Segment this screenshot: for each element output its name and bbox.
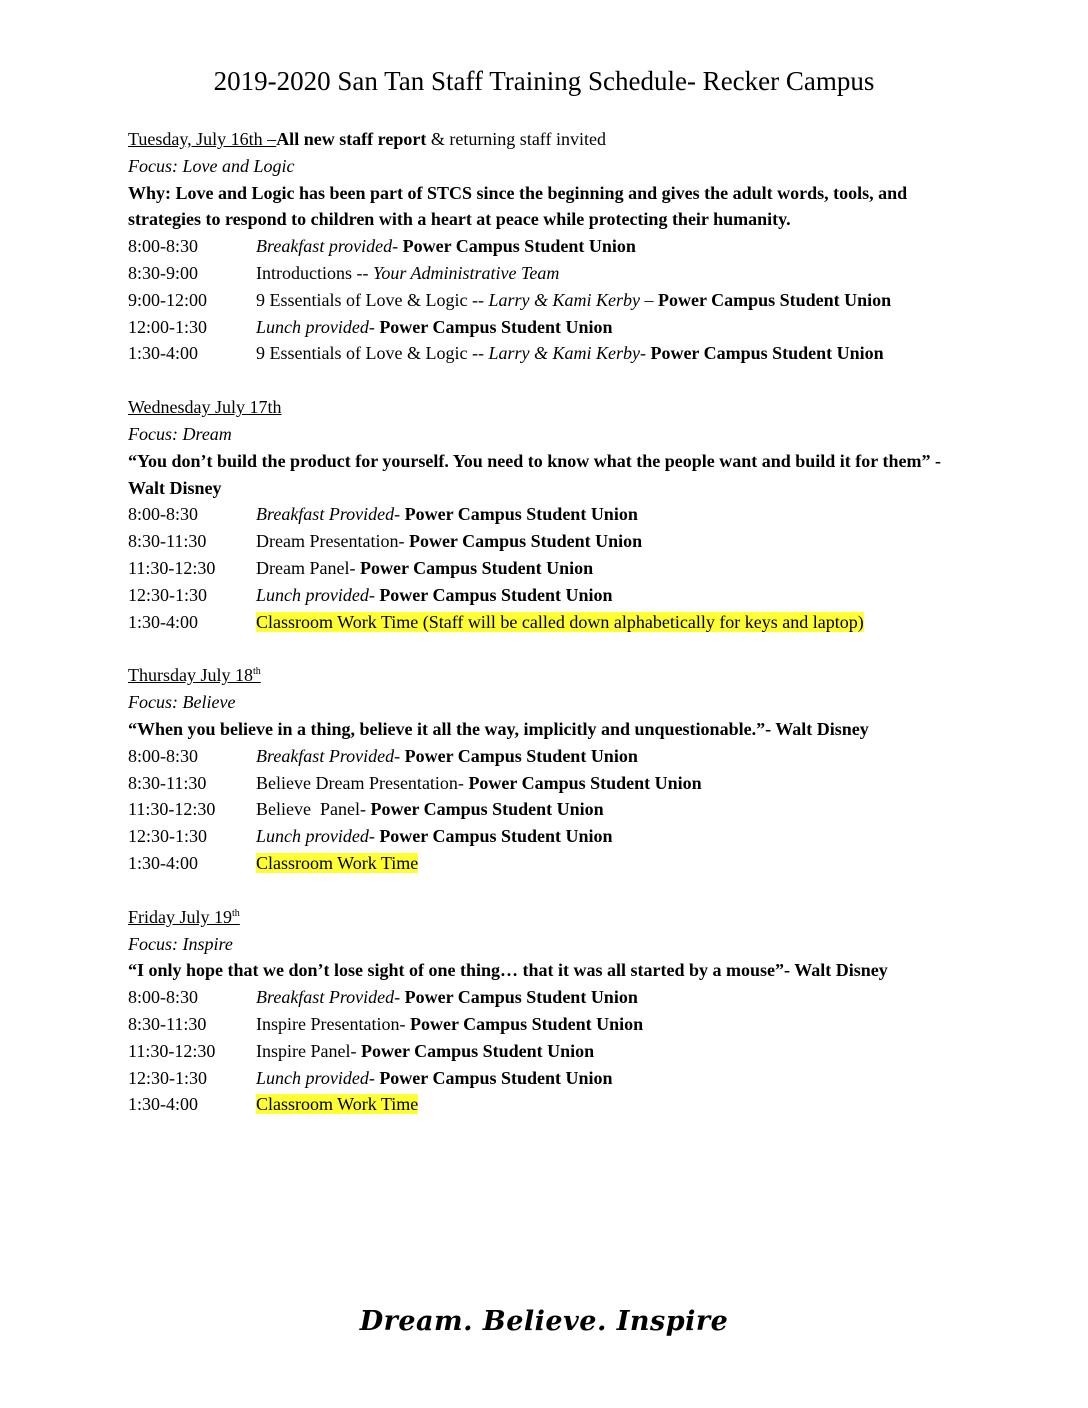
day-date-sup: th bbox=[232, 907, 240, 919]
highlighted-activity: Classroom Work Time (Staff will be called down alphabetically for keys and laptop) bbox=[256, 611, 864, 632]
row-time: 8:00-8:30 bbox=[128, 987, 198, 1008]
day-date bbox=[128, 907, 240, 927]
schedule-row bbox=[128, 1011, 968, 1038]
activity-text: 9 Essentials of Love & Logic -- bbox=[256, 289, 489, 310]
activity-location: Power Campus Student Union bbox=[356, 1040, 595, 1061]
row-time: 12:30-1:30 bbox=[128, 584, 207, 605]
row-activity bbox=[256, 287, 968, 314]
schedule-row bbox=[128, 528, 968, 555]
day-quote: “I only hope that we don’t lose sight of one thing… that it was all started by a mouse”- Walt Disney bbox=[128, 960, 888, 981]
activity-location: Power Campus Student Union bbox=[463, 772, 702, 793]
row-activity bbox=[256, 1038, 968, 1065]
day-focus: Focus: Inspire bbox=[128, 933, 233, 954]
activity-location: Power Campus Student Union bbox=[657, 289, 892, 310]
row-time: 8:30-11:30 bbox=[128, 531, 207, 552]
activity-location: Power Campus Student Union bbox=[405, 1013, 644, 1034]
activity-location: Power Campus Student Union bbox=[374, 584, 613, 605]
day-date-text: Thursday July 18 bbox=[128, 665, 253, 686]
row-time: 9:00-12:00 bbox=[128, 289, 207, 310]
activity-text: Dream Presentation- bbox=[256, 531, 405, 552]
day-focus: Focus: Believe bbox=[128, 692, 236, 713]
schedule-content bbox=[128, 126, 968, 1145]
day-quote: “When you believe in a thing, believe it all the way, implicitly and unquestionable.”- Walt Disney bbox=[128, 718, 869, 739]
row-time: 8:30-11:30 bbox=[128, 1013, 207, 1034]
activity-italic: Your Administrative Team bbox=[372, 262, 560, 283]
activity-italic: Lunch provided- bbox=[256, 584, 375, 605]
row-time: 8:30-11:30 bbox=[128, 772, 207, 793]
activity-location: Power Campus Student Union bbox=[400, 745, 638, 766]
row-time: 1:30-4:00 bbox=[128, 611, 198, 632]
activity-italic: Lunch provided- bbox=[256, 1067, 375, 1088]
row-time: 1:30-4:00 bbox=[128, 1094, 198, 1115]
activity-location: Power Campus Student Union bbox=[398, 236, 636, 257]
activity-location: Power Campus Student Union bbox=[374, 826, 613, 847]
day-friday bbox=[128, 904, 968, 1118]
activity-italic: Breakfast Provided- bbox=[256, 987, 401, 1008]
schedule-row bbox=[128, 796, 968, 823]
day-wednesday bbox=[128, 394, 968, 635]
activity-location: Power Campus Student Union bbox=[355, 557, 594, 578]
activity-text: Inspire Panel- bbox=[256, 1040, 357, 1061]
highlighted-activity: Classroom Work Time bbox=[256, 852, 419, 873]
schedule-row bbox=[128, 1065, 968, 1092]
day-tuesday bbox=[128, 126, 968, 367]
row-time: 11:30-12:30 bbox=[128, 1040, 216, 1061]
day-date bbox=[128, 665, 261, 685]
row-activity bbox=[256, 1091, 968, 1118]
activity-italic: Larry & Kami Kerby bbox=[488, 289, 640, 310]
schedule-row bbox=[128, 260, 968, 287]
schedule-row bbox=[128, 340, 968, 367]
row-activity bbox=[256, 823, 968, 850]
day-heading bbox=[128, 662, 968, 689]
activity-location: Power Campus Student Union bbox=[645, 343, 884, 364]
row-time: 11:30-12:30 bbox=[128, 557, 216, 578]
day-focus: Focus: Dream bbox=[128, 423, 232, 444]
day-quote: “You don’t build the product for yourself. You need to know what the people want and build it for them” - Walt Disney bbox=[128, 450, 941, 498]
row-activity bbox=[256, 555, 968, 582]
schedule-row bbox=[128, 1038, 968, 1065]
schedule-row bbox=[128, 501, 968, 528]
row-activity bbox=[256, 528, 968, 555]
row-activity bbox=[256, 770, 968, 797]
activity-italic: Lunch provided- bbox=[256, 316, 375, 337]
activity-separator: – bbox=[639, 289, 658, 310]
schedule-row bbox=[128, 823, 968, 850]
activity-location: Power Campus Student Union bbox=[374, 1067, 613, 1088]
schedule-row bbox=[128, 233, 968, 260]
row-activity bbox=[256, 501, 968, 528]
row-time: 11:30-12:30 bbox=[128, 799, 216, 820]
row-activity bbox=[256, 609, 968, 636]
day-heading bbox=[128, 126, 968, 153]
day-focus: Focus: Love and Logic bbox=[128, 155, 295, 176]
schedule-row bbox=[128, 609, 968, 636]
schedule-row bbox=[128, 555, 968, 582]
row-time: 12:30-1:30 bbox=[128, 826, 207, 847]
day-date-suffix: All new staff report bbox=[276, 129, 427, 149]
row-time: 8:00-8:30 bbox=[128, 745, 198, 766]
activity-location: Power Campus Student Union bbox=[400, 987, 638, 1008]
row-activity bbox=[256, 850, 968, 877]
day-date: Wednesday July 17th bbox=[128, 397, 282, 418]
activity-text: Inspire Presentation- bbox=[256, 1013, 406, 1034]
row-activity bbox=[256, 984, 968, 1011]
row-activity bbox=[256, 743, 968, 770]
day-date: Tuesday, July 16th – bbox=[128, 129, 277, 149]
activity-location: Power Campus Student Union bbox=[374, 316, 613, 337]
day-date-tail: & returning staff invited bbox=[426, 129, 606, 149]
row-activity bbox=[256, 1011, 968, 1038]
activity-text: Dream Panel- bbox=[256, 557, 356, 578]
schedule-row bbox=[128, 984, 968, 1011]
row-time: 12:00-1:30 bbox=[128, 316, 207, 337]
activity-italic: Breakfast Provided- bbox=[256, 745, 401, 766]
schedule-row bbox=[128, 287, 968, 314]
schedule-row bbox=[128, 743, 968, 770]
activity-location: Power Campus Student Union bbox=[365, 799, 604, 820]
day-heading bbox=[128, 394, 968, 421]
day-date-sup: th bbox=[253, 666, 261, 678]
row-activity bbox=[256, 582, 968, 609]
page-title: 2019-2020 San Tan Staff Training Schedule- Recker Campus bbox=[213, 66, 875, 96]
day-why: Why: Love and Logic has been part of STCS since the beginning and gives the adult words, tools, and strategies to respond to children with a heart at peace while protecting their humanity. bbox=[128, 182, 908, 230]
activity-text: 9 Essentials of Love & Logic -- bbox=[256, 343, 489, 364]
row-activity bbox=[256, 314, 968, 341]
activity-location: Power Campus Student Union bbox=[400, 504, 638, 525]
schedule-row bbox=[128, 1091, 968, 1118]
row-activity bbox=[256, 340, 968, 367]
activity-italic: Breakfast provided- bbox=[256, 236, 399, 257]
row-time: 12:30-1:30 bbox=[128, 1067, 207, 1088]
row-time: 8:00-8:30 bbox=[128, 504, 198, 525]
row-activity bbox=[256, 1065, 968, 1092]
activity-location: Power Campus Student Union bbox=[404, 531, 643, 552]
activity-text: Believe Panel- bbox=[256, 799, 366, 820]
activity-italic: Breakfast Provided- bbox=[256, 504, 401, 525]
highlighted-activity: Classroom Work Time bbox=[256, 1094, 419, 1115]
activity-text: Believe Dream Presentation- bbox=[256, 772, 464, 793]
activity-italic: Larry & Kami Kerby- bbox=[488, 343, 646, 364]
row-activity bbox=[256, 233, 968, 260]
row-activity bbox=[256, 260, 968, 287]
day-thursday bbox=[128, 662, 968, 876]
day-date-text: Friday July 19 bbox=[128, 906, 233, 927]
row-time: 1:30-4:00 bbox=[128, 852, 198, 873]
row-activity bbox=[256, 796, 968, 823]
schedule-row bbox=[128, 850, 968, 877]
row-time: 1:30-4:00 bbox=[128, 343, 198, 364]
day-heading bbox=[128, 904, 968, 931]
schedule-row bbox=[128, 582, 968, 609]
schedule-row bbox=[128, 314, 968, 341]
schedule-row bbox=[128, 770, 968, 797]
activity-text: Introductions -- bbox=[256, 262, 373, 283]
row-time: 8:30-9:00 bbox=[128, 262, 198, 283]
footer-motto: Dream. Believe. Inspire bbox=[359, 1306, 729, 1337]
activity-italic: Lunch provided- bbox=[256, 826, 375, 847]
row-time: 8:00-8:30 bbox=[128, 236, 198, 257]
